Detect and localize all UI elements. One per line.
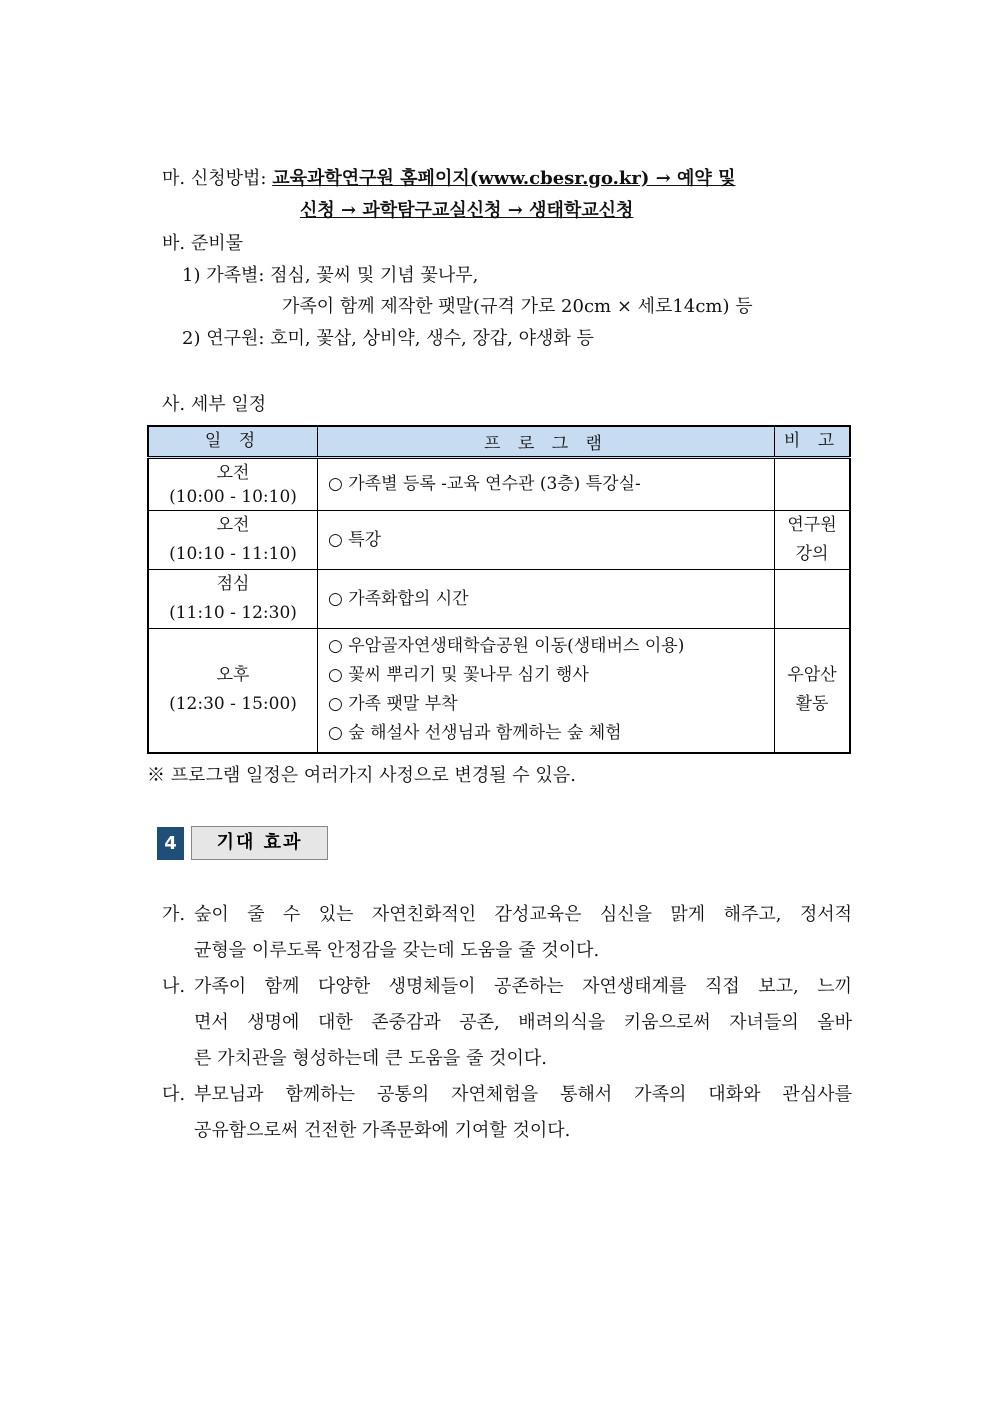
header-note: 비 고	[775, 426, 851, 458]
table-row	[148, 629, 850, 753]
effect-item	[162, 897, 852, 969]
time-label: 오전	[216, 462, 250, 483]
effect-item-line: 부모님과 함께하는 공통의 자연체험을 통해서 가족의 대화와 관심사를	[194, 1084, 852, 1105]
section-number-badge: 4	[157, 827, 184, 860]
schedule-table	[147, 425, 851, 754]
effect-item-line: 균형을 이루도록 안정감을 갖는데 도움을 줄 것이다.	[194, 940, 600, 961]
note-cell	[775, 511, 851, 570]
effect-item-label: 다.	[162, 1084, 186, 1105]
program-cell	[318, 511, 775, 570]
effect-item	[162, 1077, 852, 1149]
effect-item-label: 나.	[162, 976, 186, 997]
time-range: (10:10 - 11:10)	[169, 544, 297, 564]
program-item: ○ 특강	[328, 529, 382, 550]
program-cell	[318, 629, 775, 753]
header-program: 프 로 그 램	[318, 426, 775, 458]
program-item: ○ 가족 팻말 부착	[328, 694, 458, 715]
effect-item	[162, 969, 852, 1077]
prep-institute: 2) 연구원: 호미, 꽃삽, 상비약, 생수, 장갑, 야생화 등	[182, 328, 594, 349]
prep-family-line1: 1) 가족별: 점심, 꽃씨 및 기념 꽃나무,	[182, 265, 479, 286]
header-time: 일 정	[148, 426, 318, 458]
effect-item-line: 숲이 줄 수 있는 자연친화적인 감성교육은 심신을 맑게 해주고, 정서적	[194, 904, 852, 925]
apply-method-path: 교육과학연구원 홈페이지(www.cbesr.go.kr) → 예약 및	[272, 168, 736, 189]
note-cell	[775, 629, 851, 753]
time-cell	[148, 458, 318, 511]
time-range: (11:10 - 12:30)	[169, 603, 297, 623]
prep-family-line2: 가족이 함께 제작한 팻말(규격 가로 20cm × 세로14cm) 등	[282, 296, 753, 317]
apply-method-label: 마. 신청방법:	[162, 168, 267, 189]
program-item: ○ 가족별 등록 -교육 연수관 (3층) 특강실-	[328, 474, 641, 494]
schedule-heading: 사. 세부 일정	[162, 394, 267, 415]
effect-item-label: 가.	[162, 904, 186, 925]
program-item: ○ 숲 해설사 선생님과 함께하는 숲 체험	[328, 723, 622, 744]
schedule-footnote: ※ 프로그램 일정은 여러가지 사정으로 변경될 수 있음.	[147, 765, 576, 786]
note-line: 우암산	[787, 665, 837, 686]
section-title: 기대 효과	[191, 826, 328, 860]
program-item: ○ 가족화합의 시간	[328, 588, 469, 609]
program-cell	[318, 570, 775, 629]
table-row	[148, 458, 850, 511]
time-label: 오후	[216, 665, 250, 686]
time-label: 점심	[216, 574, 250, 594]
time-cell	[148, 629, 318, 753]
program-cell	[318, 458, 775, 511]
note-cell	[775, 570, 851, 629]
time-range: (10:00 - 10:10)	[169, 486, 297, 507]
apply-method-line2: 신청 → 과학탐구교실신청 → 생태학교신청	[300, 200, 634, 221]
time-range: (12:30 - 15:00)	[169, 694, 297, 715]
note-line: 강의	[795, 544, 829, 564]
time-cell	[148, 570, 318, 629]
program-item: ○ 우암골자연생태학습공원 이동(생태버스 이용)	[328, 636, 685, 657]
effect-item-line: 가족이 함께 다양한 생명체들이 공존하는 자연생태계를 직접 보고, 느끼	[194, 976, 852, 997]
schedule-header-row	[148, 426, 850, 458]
table-row	[148, 511, 850, 570]
time-label: 오전	[216, 515, 250, 535]
effect-item-line: 공유함으로써 건전한 가족문화에 기여할 것이다.	[194, 1120, 571, 1141]
effect-item-line: 른 가치관을 형성하는데 큰 도움을 줄 것이다.	[194, 1048, 548, 1069]
apply-method-line1	[162, 164, 735, 190]
note-line: 활동	[795, 694, 829, 715]
time-cell	[148, 511, 318, 570]
note-line: 연구원	[787, 515, 837, 535]
table-row	[148, 570, 850, 629]
note-cell	[775, 458, 851, 511]
effect-item-line: 면서 생명에 대한 존중감과 공존, 배려의식을 키움으로써 자녀들의 올바	[194, 1012, 852, 1033]
program-item: ○ 꽃씨 뿌리기 및 꽃나무 심기 행사	[328, 665, 589, 686]
prep-heading: 바. 준비물	[162, 233, 243, 254]
